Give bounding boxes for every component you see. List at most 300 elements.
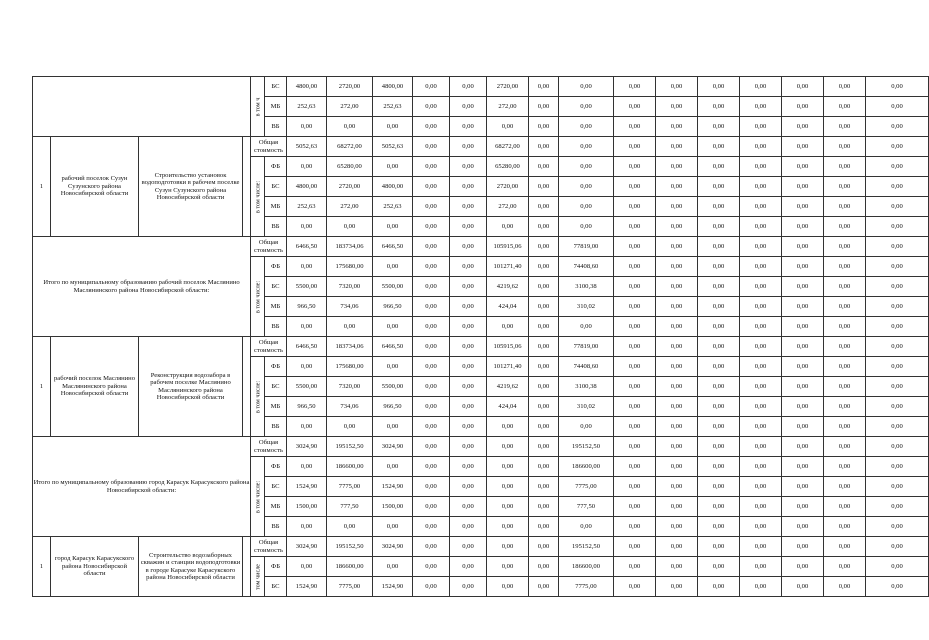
value-cell: 0,00 [740, 117, 782, 137]
value-cell: 2720,00 [487, 77, 529, 97]
value-cell: 1524,90 [373, 577, 413, 597]
source-code: МБ [265, 197, 287, 217]
total-cost-label: Общая стоимость [251, 437, 287, 457]
value-cell: 1524,90 [373, 477, 413, 497]
value-cell: 252,63 [287, 97, 327, 117]
source-code: ВБ [265, 517, 287, 537]
value-cell: 0,00 [450, 257, 487, 277]
value-cell: 0,00 [698, 397, 740, 417]
value-cell: 0,00 [614, 437, 656, 457]
value-cell: 5500,00 [373, 277, 413, 297]
value-cell: 0,00 [450, 197, 487, 217]
source-code: БС [265, 277, 287, 297]
value-cell: 0,00 [782, 117, 824, 137]
value-cell: 272,00 [327, 197, 373, 217]
value-cell: 0,00 [824, 517, 866, 537]
value-cell: 0,00 [413, 157, 450, 177]
value-cell: 0,00 [824, 77, 866, 97]
value-cell: 0,00 [698, 97, 740, 117]
source-code: МБ [265, 397, 287, 417]
value-cell: 0,00 [656, 77, 698, 97]
value-cell: 0,00 [698, 537, 740, 557]
table-row [33, 237, 929, 257]
in-which-text: том числе [253, 563, 261, 590]
value-cell: 1500,00 [287, 497, 327, 517]
value-cell: 0,00 [529, 237, 559, 257]
value-cell: 0,00 [450, 517, 487, 537]
value-cell: 1524,90 [287, 477, 327, 497]
value-cell: 0,00 [698, 557, 740, 577]
value-cell: 310,02 [559, 397, 614, 417]
value-cell: 0,00 [656, 277, 698, 297]
value-cell: 0,00 [529, 317, 559, 337]
value-cell: 0,00 [866, 517, 929, 537]
value-cell: 0,00 [614, 577, 656, 597]
value-cell: 195152,50 [327, 437, 373, 457]
value-cell: 0,00 [740, 377, 782, 397]
value-cell: 0,00 [782, 277, 824, 297]
value-cell: 0,00 [614, 337, 656, 357]
source-code: ФБ [265, 557, 287, 577]
value-cell: 0,00 [656, 157, 698, 177]
value-cell: 0,00 [487, 577, 529, 597]
value-cell: 0,00 [782, 317, 824, 337]
value-cell: 0,00 [740, 197, 782, 217]
table-row [33, 77, 929, 97]
work-description: Строительство водозаборных скважин и станции водоподготовки в городе Карасуке Карасукского района Новосибирской области [139, 537, 243, 597]
value-cell: 0,00 [450, 177, 487, 197]
value-cell: 0,00 [782, 157, 824, 177]
value-cell: 0,00 [487, 217, 529, 237]
value-cell: 0,00 [614, 497, 656, 517]
value-cell: 0,00 [740, 397, 782, 417]
value-cell: 0,00 [529, 357, 559, 377]
value-cell: 0,00 [656, 97, 698, 117]
value-cell: 0,00 [413, 457, 450, 477]
value-cell: 0,00 [782, 477, 824, 497]
value-cell: 0,00 [824, 237, 866, 257]
object-name: рабочий поселок Сузун Сузунского района Новосибирской области [51, 137, 139, 237]
value-cell: 0,00 [740, 217, 782, 237]
value-cell: 0,00 [529, 537, 559, 557]
value-cell: 0,00 [782, 437, 824, 457]
value-cell: 0,00 [614, 157, 656, 177]
value-cell: 3024,90 [373, 537, 413, 557]
value-cell: 0,00 [287, 557, 327, 577]
value-cell: 3024,90 [287, 537, 327, 557]
value-cell: 0,00 [866, 537, 929, 557]
source-code: ФБ [265, 257, 287, 277]
row-index: 1 [33, 537, 51, 597]
value-cell: 0,00 [866, 317, 929, 337]
value-cell: 0,00 [824, 357, 866, 377]
value-cell: 0,00 [782, 97, 824, 117]
value-cell: 65280,00 [487, 157, 529, 177]
value-cell: 0,00 [373, 557, 413, 577]
total-cost-label: Общая стоимость [251, 537, 287, 557]
value-cell: 0,00 [740, 177, 782, 197]
value-cell: 0,00 [782, 137, 824, 157]
in-which-text: в том числе: [253, 380, 261, 413]
source-code: ФБ [265, 357, 287, 377]
value-cell: 77819,00 [559, 237, 614, 257]
blank-cell [243, 337, 251, 437]
value-cell: 0,00 [529, 557, 559, 577]
value-cell: 0,00 [782, 397, 824, 417]
value-cell: 0,00 [614, 237, 656, 257]
value-cell: 0,00 [698, 177, 740, 197]
blank-cell [243, 137, 251, 237]
row-index: 1 [33, 137, 51, 237]
value-cell: 0,00 [529, 257, 559, 277]
value-cell: 0,00 [450, 377, 487, 397]
value-cell: 0,00 [866, 197, 929, 217]
value-cell: 183734,06 [327, 237, 373, 257]
value-cell: 0,00 [559, 137, 614, 157]
subtotal-label: Итого по муниципальному образованию рабочий поселок Маслянино Маслянинского района Новосибирской области: [33, 237, 251, 337]
row-index: 1 [33, 337, 51, 437]
value-cell: 0,00 [656, 517, 698, 537]
value-cell: 0,00 [413, 537, 450, 557]
value-cell: 101271,40 [487, 357, 529, 377]
value-cell: 0,00 [614, 257, 656, 277]
value-cell: 0,00 [413, 77, 450, 97]
value-cell: 0,00 [698, 277, 740, 297]
value-cell: 0,00 [740, 417, 782, 437]
value-cell: 0,00 [866, 97, 929, 117]
value-cell: 0,00 [327, 117, 373, 137]
value-cell: 0,00 [529, 417, 559, 437]
value-cell: 0,00 [866, 377, 929, 397]
value-cell: 424,04 [487, 397, 529, 417]
value-cell: 0,00 [824, 537, 866, 557]
value-cell: 0,00 [450, 397, 487, 417]
value-cell: 0,00 [866, 277, 929, 297]
value-cell: 0,00 [824, 157, 866, 177]
value-cell: 0,00 [559, 77, 614, 97]
value-cell: 0,00 [413, 517, 450, 537]
in-which-text: в том числе: [253, 180, 261, 213]
value-cell: 0,00 [698, 477, 740, 497]
value-cell: 0,00 [782, 577, 824, 597]
value-cell: 0,00 [824, 197, 866, 217]
value-cell: 0,00 [413, 237, 450, 257]
value-cell: 7320,00 [327, 277, 373, 297]
work-description: Реконструкция водозабора в рабочем поселке Маслянино Маслянинского района Новосибирской области [139, 337, 243, 437]
in-which-label [251, 557, 265, 597]
value-cell: 0,00 [529, 117, 559, 137]
value-cell: 0,00 [866, 357, 929, 377]
in-which-text: в том числе: [253, 280, 261, 313]
value-cell: 0,00 [782, 357, 824, 377]
value-cell: 0,00 [559, 157, 614, 177]
value-cell: 0,00 [740, 317, 782, 337]
table-row [33, 537, 929, 557]
value-cell: 7320,00 [327, 377, 373, 397]
value-cell: 0,00 [656, 237, 698, 257]
value-cell: 0,00 [413, 497, 450, 517]
object-name: рабочий поселок Маслянино Маслянинского района Новосибирской области [51, 337, 139, 437]
value-cell: 0,00 [373, 117, 413, 137]
value-cell: 0,00 [373, 157, 413, 177]
value-cell: 0,00 [740, 257, 782, 277]
value-cell: 0,00 [529, 577, 559, 597]
total-cost-label: Общая стоимость [251, 137, 287, 157]
value-cell: 0,00 [824, 577, 866, 597]
value-cell: 0,00 [698, 257, 740, 277]
value-cell: 175680,00 [327, 257, 373, 277]
value-cell: 0,00 [559, 197, 614, 217]
value-cell: 101271,40 [487, 257, 529, 277]
value-cell: 68272,00 [327, 137, 373, 157]
value-cell: 0,00 [614, 117, 656, 137]
value-cell: 966,50 [373, 397, 413, 417]
value-cell: 0,00 [287, 517, 327, 537]
value-cell: 0,00 [866, 437, 929, 457]
value-cell: 0,00 [529, 437, 559, 457]
value-cell: 0,00 [656, 137, 698, 157]
value-cell: 0,00 [614, 137, 656, 157]
budget-table-page [32, 76, 903, 594]
value-cell: 195152,50 [559, 437, 614, 457]
table-row [33, 137, 929, 157]
value-cell: 0,00 [487, 317, 529, 337]
value-cell: 0,00 [614, 517, 656, 537]
value-cell: 2720,00 [327, 77, 373, 97]
value-cell: 0,00 [866, 557, 929, 577]
value-cell: 0,00 [614, 197, 656, 217]
value-cell: 5500,00 [287, 377, 327, 397]
value-cell: 7775,00 [559, 477, 614, 497]
value-cell: 0,00 [529, 177, 559, 197]
value-cell: 0,00 [529, 97, 559, 117]
value-cell: 0,00 [450, 137, 487, 157]
value-cell: 0,00 [529, 277, 559, 297]
value-cell: 0,00 [824, 257, 866, 277]
value-cell: 0,00 [529, 497, 559, 517]
value-cell: 0,00 [327, 217, 373, 237]
value-cell: 3100,38 [559, 377, 614, 397]
value-cell: 0,00 [740, 557, 782, 577]
value-cell: 0,00 [487, 497, 529, 517]
value-cell: 310,02 [559, 297, 614, 317]
budget-table [32, 76, 929, 597]
source-code: ФБ [265, 157, 287, 177]
value-cell: 105915,06 [487, 337, 529, 357]
value-cell: 0,00 [824, 317, 866, 337]
value-cell: 4800,00 [287, 177, 327, 197]
value-cell: 0,00 [740, 477, 782, 497]
value-cell: 0,00 [698, 517, 740, 537]
value-cell: 74408,60 [559, 257, 614, 277]
value-cell: 0,00 [656, 557, 698, 577]
value-cell: 0,00 [450, 217, 487, 237]
value-cell: 0,00 [413, 577, 450, 597]
in-which-label [251, 257, 265, 337]
value-cell: 0,00 [866, 417, 929, 437]
value-cell: 0,00 [824, 277, 866, 297]
subtotal-label: Итого по муниципальному образованию город Карасук Карасукского района Новосибирской области: [33, 437, 251, 537]
source-code: БС [265, 177, 287, 197]
value-cell: 0,00 [824, 337, 866, 357]
value-cell: 0,00 [656, 317, 698, 337]
value-cell: 0,00 [487, 437, 529, 457]
value-cell: 0,00 [698, 577, 740, 597]
value-cell: 0,00 [698, 357, 740, 377]
source-code: ФБ [265, 457, 287, 477]
value-cell: 0,00 [866, 257, 929, 277]
value-cell: 4219,62 [487, 277, 529, 297]
in-which-text: в том ч [253, 97, 261, 116]
source-code: ВБ [265, 317, 287, 337]
value-cell: 186600,00 [559, 557, 614, 577]
value-cell: 0,00 [614, 277, 656, 297]
value-cell: 0,00 [782, 217, 824, 237]
value-cell: 0,00 [782, 377, 824, 397]
value-cell: 0,00 [782, 257, 824, 277]
value-cell: 0,00 [866, 497, 929, 517]
value-cell: 777,50 [559, 497, 614, 517]
value-cell: 3024,90 [373, 437, 413, 457]
value-cell: 0,00 [782, 197, 824, 217]
value-cell: 0,00 [529, 217, 559, 237]
value-cell: 0,00 [740, 357, 782, 377]
value-cell: 0,00 [782, 297, 824, 317]
value-cell: 0,00 [487, 557, 529, 577]
value-cell: 0,00 [327, 517, 373, 537]
value-cell: 195152,50 [327, 537, 373, 557]
value-cell: 0,00 [614, 177, 656, 197]
value-cell: 0,00 [373, 217, 413, 237]
value-cell: 0,00 [614, 377, 656, 397]
value-cell: 0,00 [698, 317, 740, 337]
value-cell: 0,00 [656, 177, 698, 197]
value-cell: 0,00 [614, 537, 656, 557]
value-cell: 0,00 [487, 537, 529, 557]
value-cell: 105915,06 [487, 237, 529, 257]
value-cell: 5052,63 [287, 137, 327, 157]
value-cell: 0,00 [529, 517, 559, 537]
value-cell: 0,00 [450, 97, 487, 117]
value-cell: 0,00 [866, 337, 929, 357]
value-cell: 0,00 [413, 417, 450, 437]
value-cell: 272,00 [487, 97, 529, 117]
value-cell: 0,00 [413, 197, 450, 217]
value-cell: 734,06 [327, 297, 373, 317]
value-cell: 0,00 [287, 357, 327, 377]
value-cell: 4219,62 [487, 377, 529, 397]
value-cell: 0,00 [487, 117, 529, 137]
value-cell: 0,00 [413, 437, 450, 457]
value-cell: 0,00 [782, 557, 824, 577]
value-cell: 0,00 [559, 517, 614, 537]
source-code: ВБ [265, 417, 287, 437]
value-cell: 0,00 [413, 277, 450, 297]
value-cell: 68272,00 [487, 137, 529, 157]
value-cell: 0,00 [824, 397, 866, 417]
value-cell: 0,00 [698, 437, 740, 457]
value-cell: 1500,00 [373, 497, 413, 517]
value-cell: 0,00 [824, 437, 866, 457]
value-cell: 0,00 [824, 497, 866, 517]
value-cell: 0,00 [559, 217, 614, 237]
value-cell: 0,00 [614, 397, 656, 417]
value-cell: 0,00 [824, 297, 866, 317]
value-cell: 0,00 [413, 117, 450, 137]
blank-cell [243, 537, 251, 597]
value-cell: 7775,00 [327, 477, 373, 497]
value-cell: 0,00 [413, 357, 450, 377]
value-cell: 0,00 [287, 157, 327, 177]
value-cell: 966,50 [287, 297, 327, 317]
value-cell: 0,00 [450, 337, 487, 357]
value-cell: 0,00 [529, 297, 559, 317]
value-cell: 0,00 [529, 137, 559, 157]
value-cell: 424,04 [487, 297, 529, 317]
value-cell: 186600,00 [327, 457, 373, 477]
value-cell: 0,00 [450, 77, 487, 97]
value-cell: 0,00 [450, 537, 487, 557]
table-row [33, 437, 929, 457]
value-cell: 0,00 [487, 417, 529, 437]
value-cell: 0,00 [450, 297, 487, 317]
value-cell: 0,00 [656, 337, 698, 357]
source-code: МБ [265, 97, 287, 117]
value-cell: 195152,50 [559, 537, 614, 557]
value-cell: 0,00 [656, 457, 698, 477]
work-description: Строительство установок водоподготовки в рабочем поселке Сузун Сузунского района Новосибирской области [139, 137, 243, 237]
value-cell: 0,00 [413, 217, 450, 237]
value-cell: 272,00 [487, 197, 529, 217]
in-which-label [251, 457, 265, 537]
value-cell: 7775,00 [327, 577, 373, 597]
value-cell: 0,00 [413, 177, 450, 197]
value-cell: 0,00 [559, 317, 614, 337]
value-cell: 0,00 [450, 417, 487, 437]
value-cell: 0,00 [698, 297, 740, 317]
value-cell: 0,00 [824, 177, 866, 197]
value-cell: 0,00 [559, 97, 614, 117]
value-cell: 0,00 [698, 457, 740, 477]
blank-left-block [33, 77, 251, 137]
value-cell: 186600,00 [559, 457, 614, 477]
value-cell: 0,00 [450, 237, 487, 257]
source-code: ВБ [265, 217, 287, 237]
value-cell: 0,00 [559, 417, 614, 437]
value-cell: 6466,50 [373, 237, 413, 257]
value-cell: 0,00 [450, 497, 487, 517]
value-cell: 0,00 [413, 297, 450, 317]
value-cell: 0,00 [656, 397, 698, 417]
value-cell: 0,00 [740, 277, 782, 297]
total-cost-label: Общая стоимость [251, 237, 287, 257]
value-cell: 3024,90 [287, 437, 327, 457]
value-cell: 6466,50 [373, 337, 413, 357]
value-cell: 0,00 [487, 517, 529, 537]
value-cell: 0,00 [824, 137, 866, 157]
value-cell: 0,00 [824, 477, 866, 497]
value-cell: 0,00 [740, 237, 782, 257]
value-cell: 0,00 [614, 417, 656, 437]
value-cell: 0,00 [824, 457, 866, 477]
value-cell: 0,00 [698, 157, 740, 177]
table-row [33, 337, 929, 357]
value-cell: 0,00 [287, 457, 327, 477]
object-name: город Карасук Карасукского района Новосибирской области [51, 537, 139, 597]
value-cell: 0,00 [866, 177, 929, 197]
value-cell: 2720,00 [327, 177, 373, 197]
value-cell: 0,00 [450, 117, 487, 137]
